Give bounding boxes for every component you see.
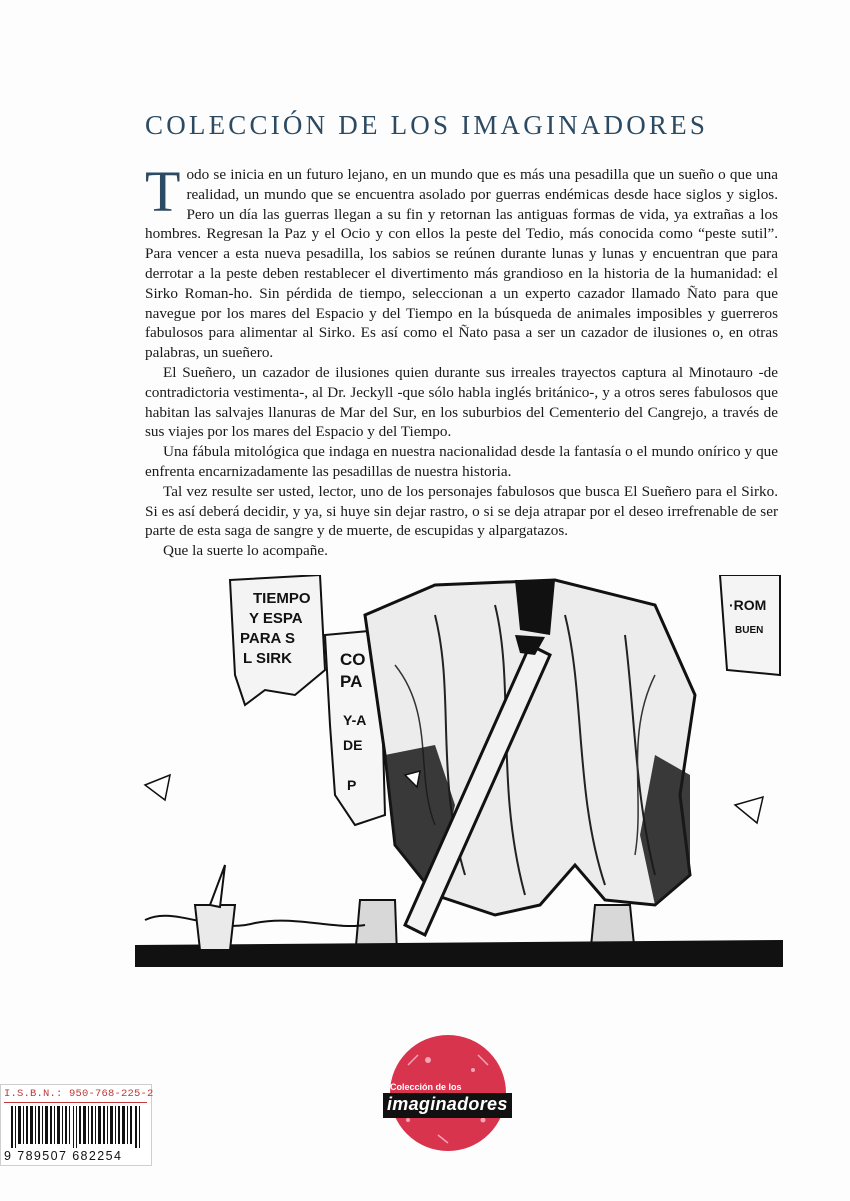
isbn-block [0, 1084, 152, 1166]
poster-left-line-4: L SIRK [243, 650, 292, 667]
poster-left-line-3: PARA S [240, 630, 296, 647]
synopsis [145, 159, 778, 561]
poster-right-line-2: BUEN [735, 625, 764, 636]
barcode-icon [11, 1106, 146, 1148]
poster-mid-line-4: DE [343, 737, 363, 753]
synopsis-paragraph-5: Que la suerte lo acompañe. [163, 542, 328, 560]
logo-small-text: Colección de los [390, 1082, 462, 1092]
poster-mid-line-5: P [347, 777, 357, 793]
synopsis-paragraph-1: Todo se inicia en un futuro lejano, en un mundo que es más una pesadilla que un sueño o que una realidad, un mundo que se encuentra asolado por guerras endémicas desde hace siglos y siglos. Pero un día las guerras llegan a su fin y retornan las antiguas formas de vida, ya extrañas a los hombres. Regresan la Paz y el Ocio y con ellos la peste del Tedio, más conocida como “peste sutil”. Para vencer a esta nueva pesadilla, los sabios se reúnen durante lunas y lunas y encuentran que para derrotar a la peste deben restablecer el divertimento más grandioso en la historia de la humanidad: el Sirko Roman-ho. Sin pérdida de tiempo, seleccionan a un experto cazador llamado Ñato para que navegue por los mares del Espacio y del Tiempo en la búsqueda de animales imposibles y guerreros fabulosos para alimentar al Sirko. Es así como el Ñato pasa a ser un cazador de ilusiones o, en otras palabras, un sueñero. [145, 159, 778, 362]
synopsis-paragraph-4: Tal vez resulte ser usted, lector, uno de los personajes fabulosos que busca El Sueñero para el Sirko. Si es así deberá decidir, y ya, si huye sin dejar rastro, o si se deja atrapar por el deseo irrefrenable de ser parte de esta saga de sangre y de muerte, de escupidas y alpargatazos. [145, 482, 778, 540]
synopsis-paragraph-2: El Sueñero, un cazador de ilusiones quien durante sus irreales trayectos captura al Minotauro -de contradictoria vestimenta-, al Dr. Jeckyll -que sólo habla inglés británico-, y a otros seres fabulosos que habitan las salvajes llanuras de Mar del Sur, en los suburbios del Cementerio del Cangrejo, a través de sus viajes por los mares del Espacio y del Tiempo. [145, 363, 778, 441]
barcode-number: 9 789507 682254 [4, 1149, 123, 1163]
synopsis-paragraph-3: Una fábula mitológica que indaga en nuestra nacionalidad desde la fantasía o el mundo onírico y que enfrenta encarnizadamente las pesadillas de nuestra historia. [145, 443, 778, 480]
drop-cap: T [145, 159, 181, 224]
poster-mid-line-3: Y-A [343, 712, 367, 728]
poster-mid-line-2: PA [340, 672, 363, 691]
poster-mid-line-1: CO [340, 650, 366, 669]
isbn-label: I.S.B.N.: 950-768-225-2 [4, 1088, 154, 1100]
poster-right-line-1: ·ROM [729, 597, 767, 613]
poster-left-line-2: Y ESPA [249, 610, 303, 627]
collection-title: COLECCIÓN DE LOS IMAGINADORES [145, 110, 709, 140]
logo-big-text: imaginadores [383, 1093, 512, 1118]
comic-illustration [135, 575, 783, 967]
poster-left-line-1: TIEMPO [253, 590, 311, 607]
